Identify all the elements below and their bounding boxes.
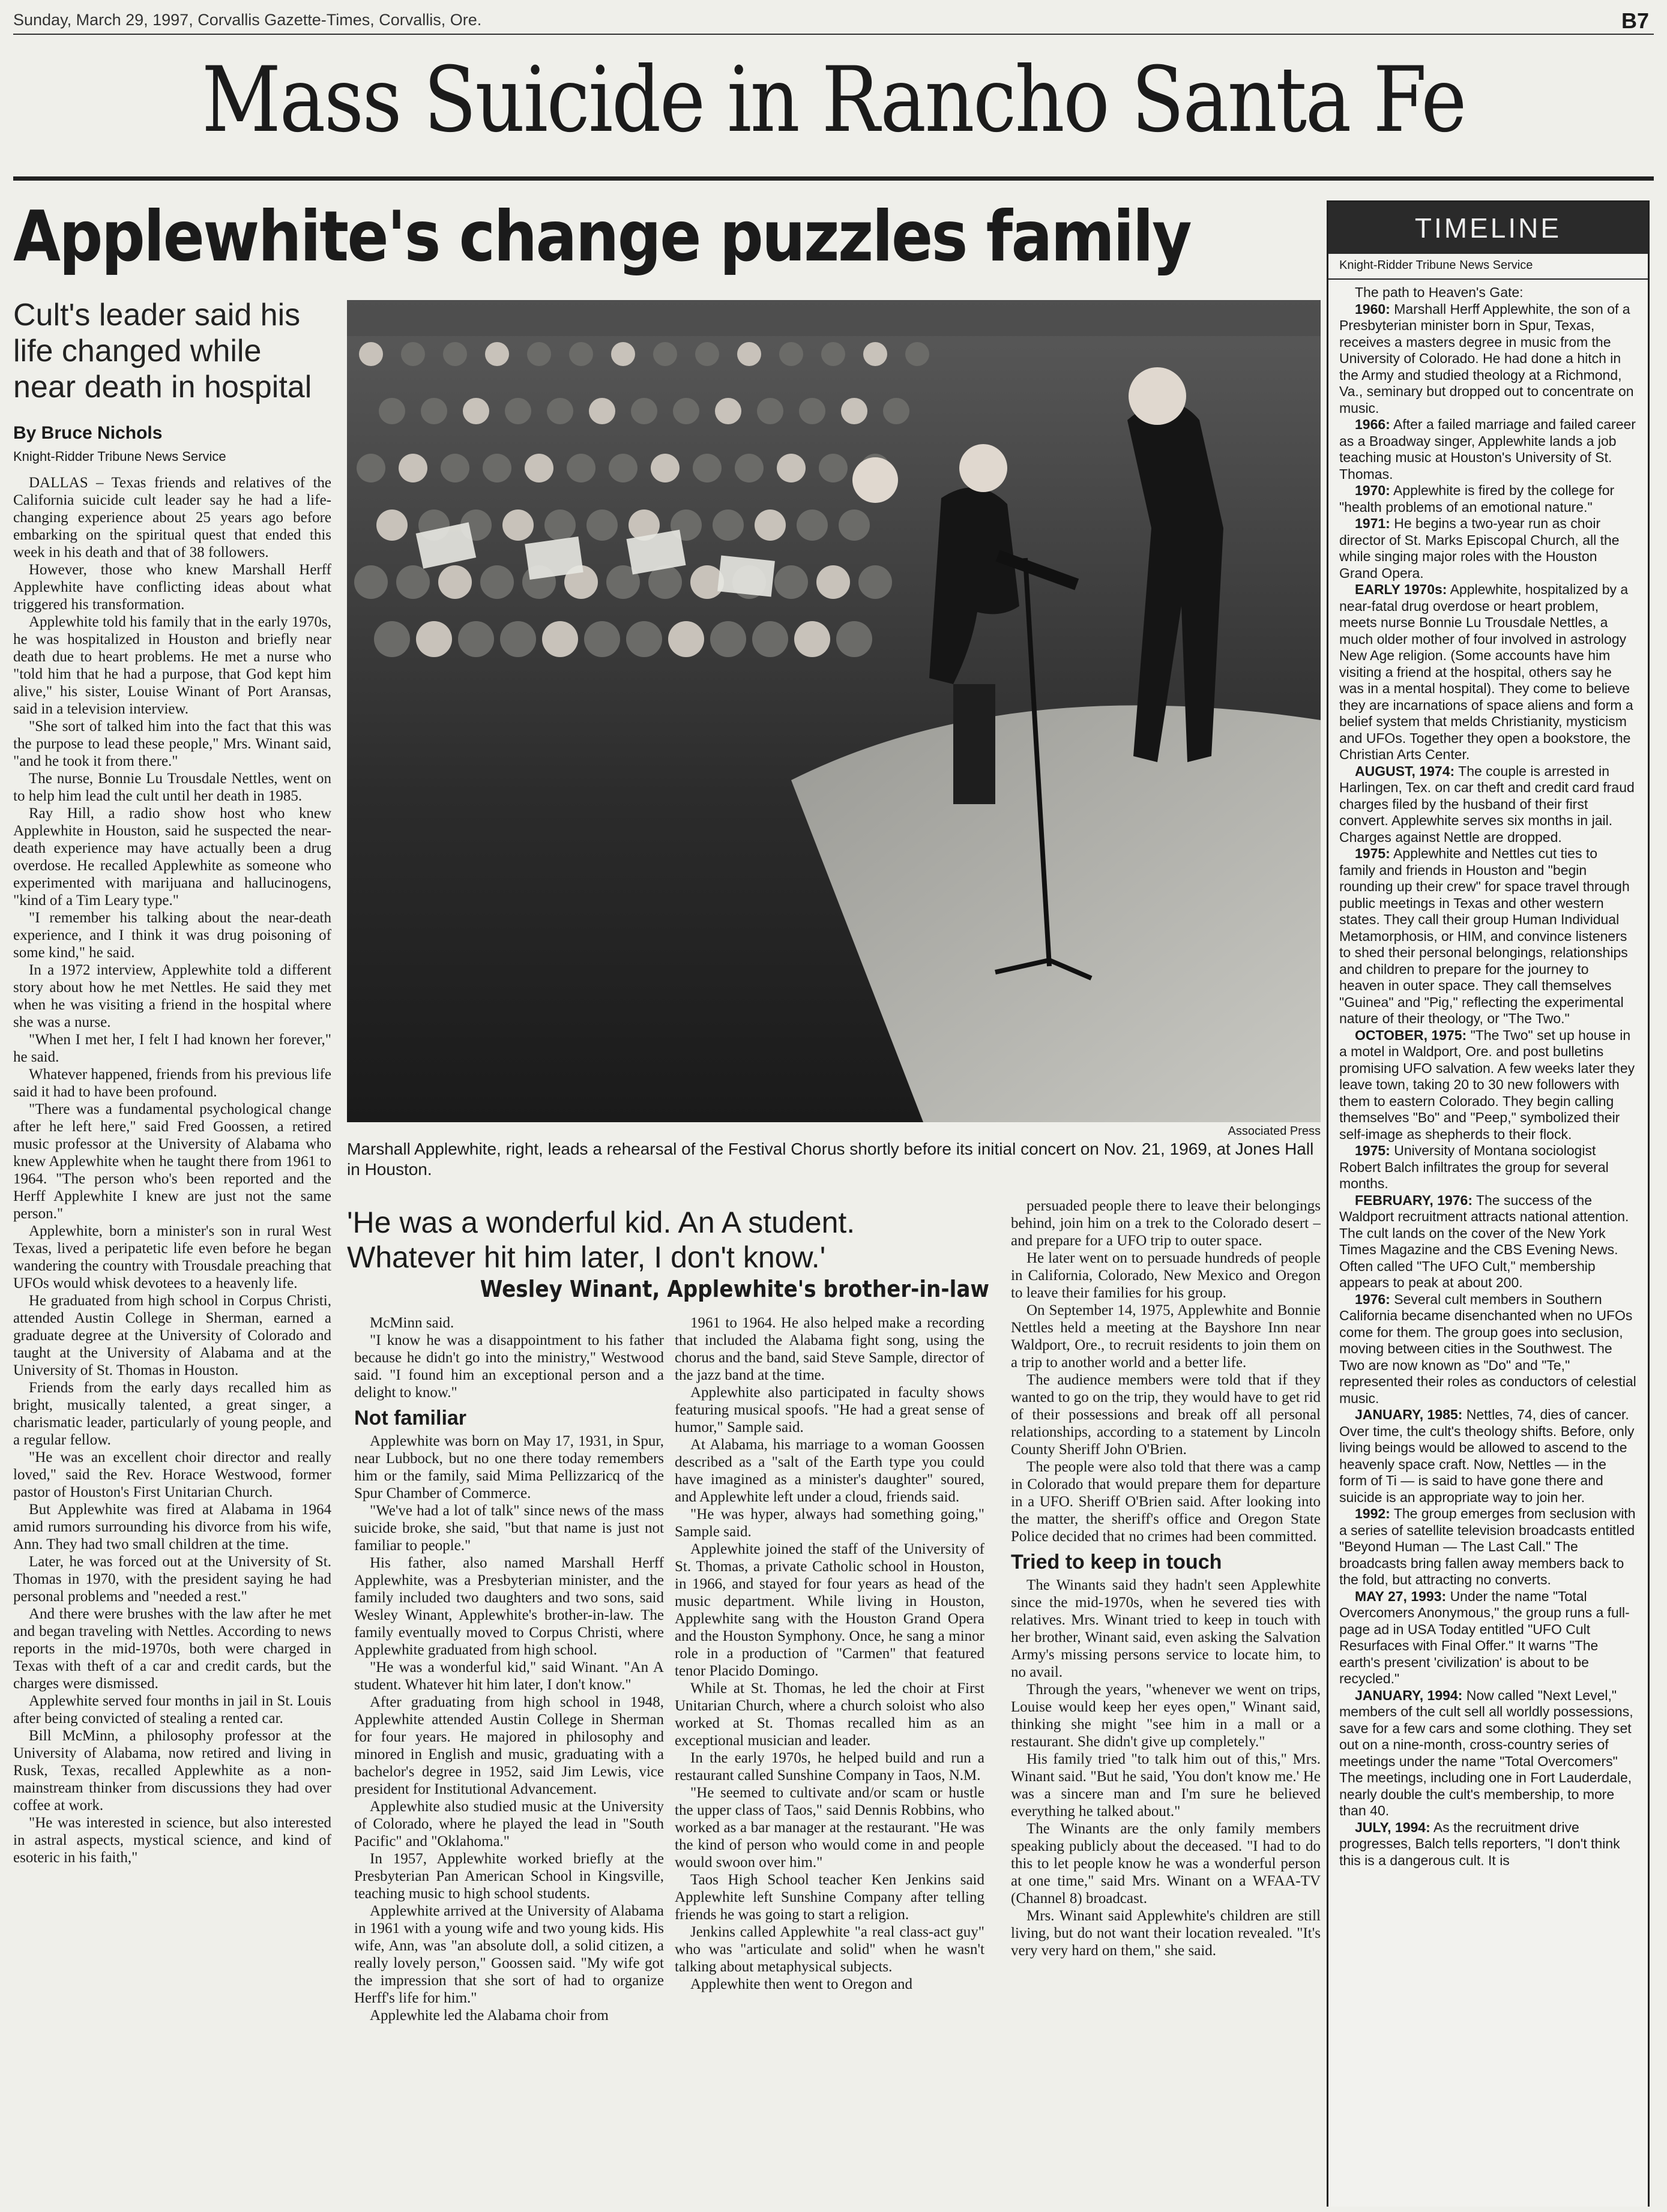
article-paragraph: Mrs. Winant said Applewhite's children are still living, but do not want their location revealed. "It's very very hard on them," she said. <box>1011 1908 1321 1959</box>
pull-quote-attribution: Wesley Winant, Applewhite's brother-in-law <box>480 1276 989 1302</box>
timeline-entry-text: The group emerges from seclusion with a series of satellite television broadcasts entitled "Beyond Human — The Last Call." The broadcasts bring fallen away members back to the fold, but attracting no converts. <box>1339 1506 1636 1587</box>
article-paragraph: Through the years, "whenever we went on trips, Louise would keep her eyes open," Winant said, thinking she might "see him in a mall or a restaurant. She didn't give up completely." <box>1011 1682 1321 1750</box>
article-paragraph: Bill McMinn, a philosophy professor at the University of Alabama, now retired and living in Rusk, Texas, recalled Applewhite as a non-mainstream thinker from discussions they had over coffee at work. <box>13 1728 331 1814</box>
photo-credit: Associated Press <box>1228 1125 1321 1138</box>
headline: Applewhite's change puzzles family <box>13 196 1191 277</box>
article-paragraph: "We've had a lot of talk" since news of the mass suicide broke, she said, "but that name is just not familiar to people." <box>354 1503 664 1554</box>
article-paragraph: At Alabama, his marriage to a woman Goossen described as a "salt of the Earth type you could have imagined as a minister's daughter" soured, and Applewhite left under a cloud, friends said. <box>675 1437 984 1505</box>
article-paragraph: After graduating from high school in 1948, Applewhite attended Austin College in Sherman for four years. He majored in philosophy and minored in English and music, graduating with a bachelor's degree in 1952, said Jim Lewis, vice president for Institutional Advancement. <box>354 1694 664 1797</box>
article-paragraph: McMinn said. <box>370 1315 454 1331</box>
article-paragraph: Ray Hill, a radio show host who knew Applewhite in Houston, said he suspected the near-death experience may have actually been a drug overdose. He recalled Applewhite as someone who experimented with marijuana and hallucinogens, "kind of a Tim Leary type." <box>13 805 331 909</box>
timeline-service: Knight-Ridder Tribune News Service <box>1328 254 1648 280</box>
timeline-entry-text: Applewhite, hospitalized by a near-fatal drug overdose or heart problem, meets nurse Bonnie Lu Trousdale Nettles, a much older mother of four involved in astrology New Age religion. (Some accounts have him visiting a friend at the hospital, others say he was in a mental hospital). They come to believe they are incarnations of space aliens and form a belief system that melds Christianity, mysticism and UFOs. Together they open a bookstore, the Christian Arts Center. <box>1339 582 1633 762</box>
timeline-entry-text: Now called "Next Level," members of the cult sell all worldly possessions, save for a few cars and some clothing. They set out on a nine-month, cross-country series of meetings under the name "Total Overcomers" The meetings, including one in Fort Lauderdale, nearly double the cult's membership, to more than 40. <box>1339 1687 1633 1818</box>
article-paragraph: 1961 to 1964. He also helped make a recording that included the Alabama fight song, using the chorus and the band, said Steve Sample, director of the jazz band at the time. <box>675 1315 984 1383</box>
timeline-entry-date: OCTOBER, 1975: <box>1355 1027 1467 1043</box>
photo-illustration <box>347 300 1321 1122</box>
article-paragraph: On September 14, 1975, Applewhite and Bonnie Nettles held a meeting at the Bayshore Inn near Waldport, Ore., to recruit residents to join them on a trip to another world and a better life. <box>1011 1302 1321 1371</box>
timeline-entry <box>1339 763 1637 846</box>
photo-caption: Marshall Applewhite, right, leads a rehearsal of the Festival Chorus shortly before its initial concert on Nov. 21, 1969, at Jones Hall in Houston. <box>347 1140 1314 1179</box>
timeline-entry-date: 1966: <box>1355 416 1390 432</box>
timeline-entry <box>1339 416 1637 482</box>
article-paragraph: "He seemed to cultivate and/or scam or hustle the upper class of Taos," said Dennis Robbins, who worked as a bar manager at the restaurant. "He was the kind of person who would come in and people would swoon over him." <box>675 1785 984 1871</box>
byline: By Bruce Nichols <box>13 423 163 443</box>
article-paragraph: Friends from the early days recalled him as bright, musically talented, a great singer, a charismatic leader, particularly of young people, and a regular fellow. <box>13 1380 331 1448</box>
article-paragraph: And there were brushes with the law after he met and began traveling with Nettles. According to news reports in the mid-1970s, both were charged in Texas with theft of a car and credit cards, but the charges were dismissed. <box>13 1606 331 1692</box>
article-paragraph: The audience members were told that if they wanted to go on the trip, they would have to get rid of their possessions and break off all personal relationships, according to a statement by Lincoln County Sheriff John O'Brien. <box>1011 1372 1321 1458</box>
timeline-body <box>1328 284 1648 1869</box>
article-paragraph: While at St. Thomas, he led the choir at First Unitarian Church, where a church soloist who also worked at St. Thomas recalled him as an exceptional musician and leader. <box>675 1680 984 1749</box>
timeline-entry-date: 1971: <box>1355 515 1390 531</box>
subhead-not-familiar: Not familiar <box>354 1407 467 1429</box>
section-rule <box>13 176 1654 181</box>
article-paragraph: But Applewhite was fired at Alabama in 1964 amid rumors surrounding his divorce from his wife, Ann. They had two small children at the time. <box>13 1501 331 1552</box>
timeline-entry-date: 1976: <box>1355 1291 1390 1307</box>
timeline-entry-date: AUGUST, 1974: <box>1355 763 1455 779</box>
chorus-rehearsal-photo <box>347 300 1321 1122</box>
article-paragraph: "He was a wonderful kid," said Winant. "An A student. Whatever hit him later, I don't know." <box>354 1659 664 1693</box>
article-paragraph: Applewhite also studied music at the University of Colorado, where he played the lead in "South Pacific" and "Oklahoma." <box>354 1799 664 1850</box>
timeline-entry-date: 1970: <box>1355 482 1390 498</box>
timeline-entry-text: Applewhite and Nettles cut ties to family and friends in Houston and "begin rounding up their crew" for space travel through public meetings in Texas and other western states. They call their group Human Individual Metamorphosis, or HIM, and convince listeners to shed their personal belongings, relationships and children to prepare for the journey to heaven in outer space. They call themselves "Guinea" and "Pig," reflecting the experimental nature of their theology, or "The Two." <box>1339 846 1630 1026</box>
top-rule <box>13 34 1654 35</box>
article-paragraph: In a 1972 interview, Applewhite told a different story about how he met Nettles. He said they met when he was visiting a friend in the hospital where she was a nurse. <box>13 962 331 1030</box>
timeline-entry-text: Nettles, 74, dies of cancer. Over time, the cult's theology shifts. Before, only living beings would be allowed to ascend to the heavenly space craft. Now, Nettles — in the form of Ti — is said to have gone there and suicide is an appropriate way to join her. <box>1339 1407 1635 1505</box>
article-paragraph: In the early 1970s, he helped build and run a restaurant called Sunshine Company in Taos, N.M. <box>675 1750 984 1784</box>
timeline-title: TIMELINE <box>1328 202 1648 254</box>
article-paragraph: Jenkins called Applewhite "a real class-act guy" who was "articulate and solid" when he wasn't talking about metaphysical subjects. <box>675 1924 984 1975</box>
article-paragraph: Whatever happened, friends from his previous life said it had to have been profound. <box>13 1066 331 1100</box>
timeline-entry-date: 1975: <box>1355 846 1390 861</box>
article-paragraph: "He was interested in science, but also interested in astral aspects, mystical science, and kind of esoteric in his faith," <box>13 1815 331 1866</box>
article-paragraph: "She sort of talked him into the fact that this was the purpose to lead these people," Mrs. Winant said, "and he took it from there." <box>13 718 331 769</box>
article-paragraph: Applewhite, born a minister's son in rural West Texas, lived a peripatetic life even before he began wandering the country with Trousdale preaching that UFOs would whisk devotees to a heavenly life. <box>13 1223 331 1291</box>
article-paragraph: "He was hyper, always had something going," Sample said. <box>675 1506 984 1540</box>
timeline-entry-date: JANUARY, 1994: <box>1355 1687 1463 1703</box>
timeline-entry-date: JANUARY, 1985: <box>1355 1407 1463 1422</box>
timeline-entry-text: Applewhite is fired by the college for "health problems of an emotional nature." <box>1339 482 1615 515</box>
deck: Cult's leader said his life changed while near death in hospital <box>13 298 312 404</box>
article-paragraph: His father, also named Marshall Herff Applewhite, was a Presbyterian minister, and the family included two daughters and two sons, said Wesley Winant, Applewhite's brother-in-law. The family eventually moved to Corpus Christi, where Applewhite graduated from high school. <box>354 1555 664 1658</box>
timeline-entry-date: FEBRUARY, 1976: <box>1355 1192 1473 1208</box>
article-paragraph: The Winants are the only family members speaking publicly about the deceased. "I had to do this to let people know he was a wonderful person at one time," said Mrs. Winant on a WFAA-TV (Channel 8) broadcast. <box>1011 1821 1321 1907</box>
timeline-entry-text: Under the name "Total Overcomers Anonymous," the group runs a full-page ad in USA Today entitled "UFO Cult Resurfaces with Final Offer." It warns "The earth's present 'civilization' is about to be recycled." <box>1339 1588 1630 1686</box>
timeline-entry-date: JULY, 1994: <box>1355 1819 1430 1835</box>
section-title: Mass Suicide in Rancho Santa Fe <box>202 48 1465 152</box>
timeline-entry <box>1339 1588 1637 1688</box>
article-paragraph: Applewhite then went to Oregon and <box>690 1976 913 1992</box>
timeline-entry-text: University of Montana sociologist Robert Balch infiltrates the group for several months. <box>1339 1143 1609 1191</box>
timeline-entry-date: MAY 27, 1993: <box>1355 1588 1447 1604</box>
article-column-4 <box>1011 1197 1321 2208</box>
article-paragraph: He later went on to persuade hundreds of people in California, Colorado, New Mexico and Oregon to leave their families for his group. <box>1011 1250 1321 1301</box>
timeline-entry <box>1339 1143 1637 1192</box>
timeline-entry-text: As the recruitment drive progresses, Balch tells reporters, "I don't think this is a dangerous cult. It is <box>1339 1819 1620 1868</box>
article-paragraph: persuaded people there to leave their belongings behind, join him on a trek to the Colorado desert – and prepare for a UFO trip to outer space. <box>1011 1198 1321 1249</box>
timeline-entry-text: After a failed marriage and failed career as a Broadway singer, Applewhite lands a job teaching music at Houston's University of St. Thomas. <box>1339 416 1636 482</box>
page-number: B7 <box>1621 8 1649 33</box>
timeline-entry-text: "The Two" set up house in a motel in Waldport, Ore. and post bulletins promising UFO salvation. A few weeks later they leave town, taking 20 to 30 new followers with them to eastern Colorado. They begin calling themselves "Bo" and "Peep," symbolized their self-image as shepherds to their flock. <box>1339 1027 1635 1142</box>
article-paragraph: "He was an excellent choir director and really loved," said the Rev. Horace Westwood, former pastor of Houston's First Unitarian Church. <box>13 1449 331 1500</box>
article-paragraph: Later, he was forced out at the University of St. Thomas in 1970, with the president saying he had personal problems and "needed a rest." <box>13 1554 331 1605</box>
timeline-entry <box>1339 846 1637 1027</box>
timeline-entry <box>1339 1407 1637 1506</box>
timeline-entry <box>1339 301 1637 417</box>
article-paragraph: The nurse, Bonnie Lu Trousdale Nettles, went on to help him lead the cult until her death in 1985. <box>13 771 331 804</box>
article-paragraph: "There was a fundamental psychological change after he left here," said Fred Goossen, a retired music professor at the University of Alabama who knew Applewhite when he taught there from 1961 to 1964. "The person who's been reported and the Herff Applewhite I knew are just not the same person." <box>13 1101 331 1222</box>
article-column-3 <box>675 1314 984 2208</box>
article-paragraph: "When I met her, I felt I had known her forever," he said. <box>13 1032 331 1065</box>
article-paragraph: He graduated from high school in Corpus Christi, attended Austin College in Sherman, earned a graduate degree at the University of Colorado and taught at the University of Alabama and at the University of St. Thomas in Houston. <box>13 1293 331 1378</box>
timeline-sidebar <box>1327 200 1650 2207</box>
article-paragraph: Applewhite led the Alabama choir from <box>370 2007 609 2024</box>
article-paragraph: "I know he was a disappointment to his father because he didn't go into the ministry," Westwood said. "I found him an exceptional person and a delight to know." <box>354 1332 664 1401</box>
article-paragraph: Applewhite arrived at the University of Alabama in 1961 with a young wife and two young kids. His wife, Ann, was "an absolute doll, a solid citizen, a really lovely person," Goossen said. "My wife got the impression that she sort of had to organize Herff's life for him." <box>354 1903 664 2006</box>
timeline-entry-date: 1975: <box>1355 1143 1390 1158</box>
timeline-entry <box>1339 1291 1637 1407</box>
timeline-entry <box>1339 482 1637 515</box>
timeline-entry <box>1339 582 1637 763</box>
article-paragraph: Applewhite told his family that in the early 1970s, he was hospitalized in Houston and briefly near death due to heart problems. He met a nurse who "told him that he had a purpose, that God kept him alive," his sister, Louise Winant of Port Aransas, said in a television interview. <box>13 614 331 717</box>
article-paragraph: The Winants said they hadn't seen Applewhite since the mid-1970s, when he severed ties with relatives. Mrs. Winant tried to keep in touch with her brother, Winant said, even asking the Salvation Army's missing persons service to locate him, to no avail. <box>1011 1577 1321 1680</box>
timeline-entry <box>1339 1688 1637 1820</box>
article-column-2 <box>354 1314 664 2208</box>
article-paragraph: In 1957, Applewhite worked briefly at the Presbyterian Pan American School in Kingsville, teaching music to high school students. <box>354 1851 664 1902</box>
pull-quote: 'He was a wonderful kid. An A student. Whatever hit him later, I don't know.' <box>347 1206 855 1274</box>
timeline-entry <box>1339 1192 1637 1291</box>
timeline-entry-text: The success of the Waldport recruitment attracts national attention. The cult lands on the cover of the New York Times Magazine and the CBS Evening News. Often called "The UFO Cult," membership appears to peak at about 200. <box>1339 1192 1629 1290</box>
timeline-entry-date: 1992: <box>1355 1506 1390 1521</box>
article-paragraph: Taos High School teacher Ken Jenkins said Applewhite left Sunshine Company after telling friends he was going to start a religion. <box>675 1872 984 1923</box>
article-paragraph: Applewhite joined the staff of the University of St. Thomas, a private Catholic school in Houston, in 1966, and stayed for four years as head of the music department. While living in Houston, Applewhite sang with the Houston Grand Opera and the Houston Symphony. Once, he sang a minor role in a production of "Carmen" that featured tenor Placido Domingo. <box>675 1541 984 1679</box>
subhead-keep-in-touch: Tried to keep in touch <box>1011 1551 1222 1573</box>
article-paragraph: Applewhite also participated in faculty shows featuring musical spoofs. "He had a great sense of humor," Sample said. <box>675 1384 984 1435</box>
article-paragraph: The people were also told that there was a camp in Colorado that would prepare them for departure in a UFO. Sheriff O'Brien said. After looking into the matter, the sheriff's office and Oregon State Police decided that no crimes had been committed. <box>1011 1459 1321 1545</box>
article-column-1 <box>13 474 331 2208</box>
timeline-entry-text: The couple is arrested in Harlingen, Tex. on car theft and credit card fraud charges filed by the husband of their first convert. Applewhite serves six months in jail. Charges against Nettle are dropped. <box>1339 763 1635 845</box>
timeline-entry-text: He begins a two-year run as choir director of St. Marks Episcopal Church, all the while singing major roles with the Houston Grand Opera. <box>1339 515 1620 581</box>
timeline-entry <box>1339 515 1637 582</box>
article-paragraph: Applewhite was born on May 17, 1931, in Spur, near Lubbock, but no one there today remembers him or the family, said Mima Pellizzaricq of the Spur Chamber of Commerce. <box>354 1433 664 1501</box>
article-paragraph: DALLAS – Texas friends and relatives of the California suicide cult leader say he had a life-changing experience about 25 years ago before embarking on the spiritual quest that ended this week in his death and that of 38 followers. <box>13 475 331 561</box>
byline-service: Knight-Ridder Tribune News Service <box>13 449 226 464</box>
timeline-entry-text: Marshall Herff Applewhite, the son of a Presbyterian minister born in Spur, Texas, receives a masters degree in music from the University of Colorado. He had done a hitch in the Army and studied theology at a Richmond, Va., seminary but dropped out to concentrate on music. <box>1339 301 1634 416</box>
article-paragraph: However, those who knew Marshall Herff Applewhite have conflicting ideas about what triggered his transformation. <box>13 562 331 613</box>
timeline-entry <box>1339 1506 1637 1588</box>
timeline-entry <box>1339 1027 1637 1143</box>
article-paragraph: Applewhite served four months in jail in St. Louis after being convicted of stealing a rented car. <box>13 1693 331 1727</box>
article-paragraph: "I remember his talking about the near-death experience, and I think it was drug poisoning of some kind," he said. <box>13 910 331 961</box>
article-paragraph: His family tried "to talk him out of this," Mrs. Winant said. "But he said, 'You don't know me.' He was a sincere man and I'm sure he believed everything he talked about." <box>1011 1751 1321 1820</box>
dateline: Sunday, March 29, 1997, Corvallis Gazette-Times, Corvallis, Ore. <box>13 11 482 29</box>
timeline-intro: The path to Heaven's Gate: <box>1355 284 1524 300</box>
timeline-entry <box>1339 1820 1637 1869</box>
timeline-entry-date: 1960: <box>1355 301 1390 317</box>
timeline-entry-text: Several cult members in Southern California became disenchanted when no UFOs come for them. The group goes into seclusion, moving between cities in the Southwest. The Two are now known as "Do" and "Te," represented their roles as conductors of celestial music. <box>1339 1291 1636 1406</box>
timeline-entry-date: EARLY 1970s: <box>1355 582 1447 597</box>
